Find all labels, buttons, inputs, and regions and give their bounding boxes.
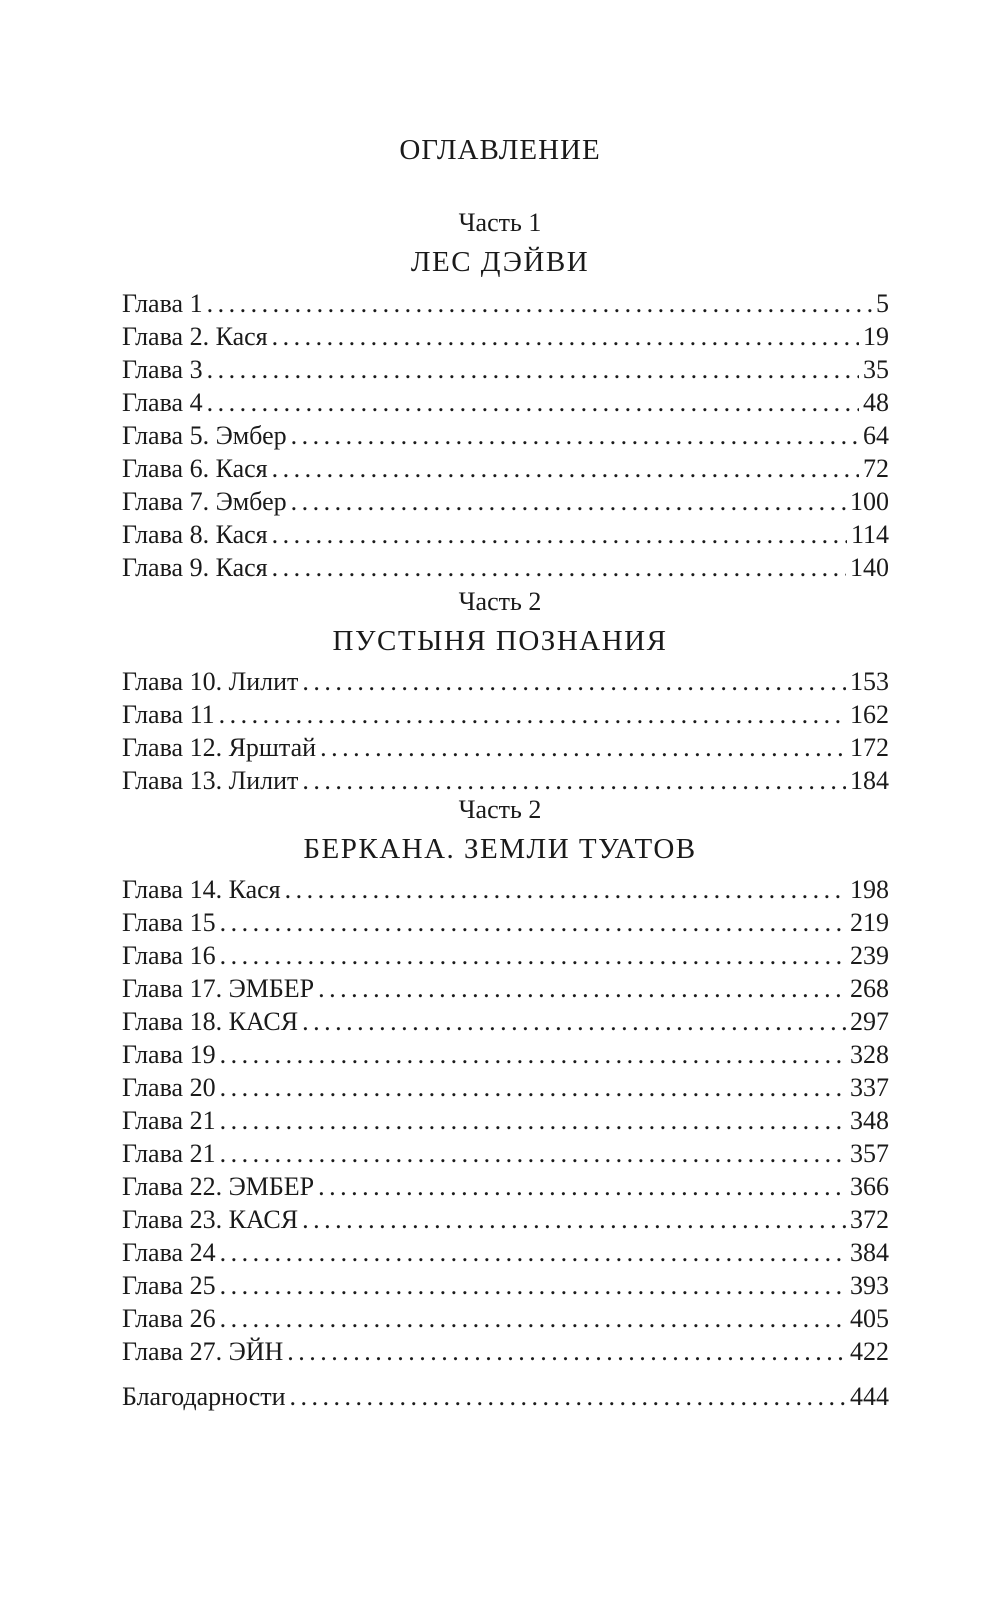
toc-entry-title: Глава 16: [122, 941, 216, 970]
toc-entry-page: 172: [850, 733, 889, 762]
dot-leader: [220, 1236, 846, 1269]
dot-leader: [219, 698, 846, 731]
toc-entry-title: Глава 14. Кася: [122, 875, 281, 904]
toc-entry[interactable]: [122, 939, 889, 972]
toc-entry-title: Глава 15: [122, 908, 216, 937]
toc-entry-page: 268: [850, 974, 889, 1003]
toc-entry-page: 372: [850, 1205, 889, 1234]
toc-entry-page: 5: [876, 289, 889, 318]
toc-entry-title: Глава 21: [122, 1139, 216, 1168]
toc-entry[interactable]: [122, 485, 889, 518]
toc-entry-title: Благодарности: [122, 1382, 286, 1411]
toc-entry-page: 348: [850, 1106, 889, 1135]
toc-entry-title: Глава 17. ЭМБЕР: [122, 974, 315, 1003]
toc-entry-page: 219: [850, 908, 889, 937]
toc-entry[interactable]: [122, 287, 889, 320]
toc-entry[interactable]: [122, 873, 889, 906]
dot-leader: [318, 972, 846, 1005]
toc-entry[interactable]: [122, 665, 889, 698]
dot-leader: [291, 485, 846, 518]
dot-leader: [318, 1170, 846, 1203]
toc-entry-title: Глава 27. ЭЙН: [122, 1337, 284, 1366]
toc-entry-title: Глава 13. Лилит: [122, 766, 299, 795]
toc-entry-title: Глава 25: [122, 1271, 216, 1300]
toc-entry-page: 393: [850, 1271, 889, 1300]
toc-entry[interactable]: [122, 419, 889, 452]
toc-entry-title: Глава 6. Кася: [122, 454, 268, 483]
toc-entry[interactable]: [122, 1071, 889, 1104]
toc-entry-title: Глава 18. КАСЯ: [122, 1007, 299, 1036]
toc-entry-title: Глава 12. Ярштай: [122, 733, 317, 762]
toc-entry[interactable]: [122, 1104, 889, 1137]
acknowledgements-list: [122, 1380, 889, 1413]
toc-entry-page: 239: [850, 941, 889, 970]
part-2-chapter-list: [122, 665, 889, 797]
toc-entry-page: 184: [850, 766, 889, 795]
dot-leader: [272, 452, 859, 485]
part-3-name: БЕРКАНА. ЗЕМЛИ ТУАТОВ: [303, 833, 697, 865]
page-title: ОГЛАВЛЕНИЕ: [399, 134, 601, 166]
toc-entry[interactable]: [122, 764, 889, 797]
toc-entry-page: 198: [850, 875, 889, 904]
toc-entry-title: Глава 11: [122, 700, 215, 729]
toc-entry[interactable]: [122, 551, 889, 584]
toc-entry-title: Глава 1: [122, 289, 203, 318]
toc-entry[interactable]: [122, 1335, 889, 1368]
toc-entry[interactable]: [122, 1203, 889, 1236]
toc-entry[interactable]: [122, 1005, 889, 1038]
toc-entry-title: Глава 8. Кася: [122, 520, 268, 549]
toc-entry-page: 405: [850, 1304, 889, 1333]
dot-leader: [302, 764, 846, 797]
toc-entry-title: Глава 7. Эмбер: [122, 487, 287, 516]
dot-leader: [320, 731, 846, 764]
toc-entry[interactable]: [122, 731, 889, 764]
toc-entry-page: 153: [850, 667, 889, 696]
toc-entry[interactable]: [122, 1038, 889, 1071]
toc-entry-page: 19: [863, 322, 889, 351]
toc-entry[interactable]: [122, 1170, 889, 1203]
toc-entry-page: 72: [863, 454, 889, 483]
toc-entry[interactable]: [122, 386, 889, 419]
part-2-label: Часть 2: [458, 587, 542, 616]
part-1-chapter-list: [122, 287, 889, 584]
toc-entry-page: 422: [850, 1337, 889, 1366]
toc-entry-page: 297: [850, 1007, 889, 1036]
toc-entry-title: Глава 3: [122, 355, 203, 384]
toc-entry-page: 337: [850, 1073, 889, 1102]
toc-entry[interactable]: [122, 1269, 889, 1302]
dot-leader: [287, 1335, 846, 1368]
dot-leader: [302, 665, 846, 698]
toc-entry-title: Глава 5. Эмбер: [122, 421, 287, 450]
dot-leader: [272, 320, 859, 353]
dot-leader: [220, 1038, 846, 1071]
toc-entry[interactable]: [122, 518, 889, 551]
dot-leader: [302, 1203, 846, 1236]
toc-entry-page: 140: [850, 553, 889, 582]
dot-leader: [207, 287, 872, 320]
toc-entry-page: 384: [850, 1238, 889, 1267]
toc-entry-title: Глава 21: [122, 1106, 216, 1135]
part-1-name: ЛЕС ДЭЙВИ: [410, 246, 590, 278]
dot-leader: [272, 518, 847, 551]
part-3-label: Часть 2: [458, 795, 542, 824]
toc-entry-page: 64: [863, 421, 889, 450]
toc-entry-acknowledgements[interactable]: [122, 1380, 889, 1413]
toc-entry-page: 357: [850, 1139, 889, 1168]
toc-entry[interactable]: [122, 972, 889, 1005]
toc-entry-page: 444: [850, 1382, 889, 1411]
toc-entry[interactable]: [122, 1236, 889, 1269]
toc-entry-title: Глава 9. Кася: [122, 553, 268, 582]
toc-entry[interactable]: [122, 698, 889, 731]
toc-entry-title: Глава 22. ЭМБЕР: [122, 1172, 315, 1201]
toc-entry-page: 100: [850, 487, 889, 516]
toc-entry-title: Глава 10. Лилит: [122, 667, 299, 696]
toc-entry-title: Глава 26: [122, 1304, 216, 1333]
toc-entry-page: 162: [850, 700, 889, 729]
part-3-chapter-list: [122, 873, 889, 1368]
toc-entry-title: Глава 24: [122, 1238, 216, 1267]
toc-entry-title: Глава 4: [122, 388, 203, 417]
dot-leader: [220, 939, 846, 972]
dot-leader: [302, 1005, 846, 1038]
dot-leader: [291, 419, 859, 452]
toc-entry[interactable]: [122, 452, 889, 485]
toc-entry-title: Глава 2. Кася: [122, 322, 268, 351]
dot-leader: [290, 1380, 846, 1413]
dot-leader: [220, 1137, 846, 1170]
toc-entry-page: 328: [850, 1040, 889, 1069]
toc-entry-page: 35: [863, 355, 889, 384]
toc-entry-title: Глава 23. КАСЯ: [122, 1205, 299, 1234]
dot-leader: [285, 873, 846, 906]
dot-leader: [220, 1269, 846, 1302]
toc-entry-title: Глава 19: [122, 1040, 216, 1069]
dot-leader: [220, 906, 846, 939]
toc-entry[interactable]: [122, 906, 889, 939]
toc-entry-page: 366: [850, 1172, 889, 1201]
toc-entry[interactable]: [122, 1302, 889, 1335]
dot-leader: [207, 353, 859, 386]
dot-leader: [207, 386, 859, 419]
toc-entry[interactable]: [122, 320, 889, 353]
dot-leader: [220, 1071, 846, 1104]
dot-leader: [220, 1104, 846, 1137]
dot-leader: [272, 551, 846, 584]
toc-entry[interactable]: [122, 353, 889, 386]
toc-entry-title: Глава 20: [122, 1073, 216, 1102]
toc-entry-page: 114: [850, 520, 889, 549]
toc-entry-page: 48: [863, 388, 889, 417]
dot-leader: [220, 1302, 846, 1335]
toc-entry[interactable]: [122, 1137, 889, 1170]
part-1-label: Часть 1: [458, 208, 542, 237]
part-2-name: ПУСТЫНЯ ПОЗНАНИЯ: [332, 625, 668, 657]
